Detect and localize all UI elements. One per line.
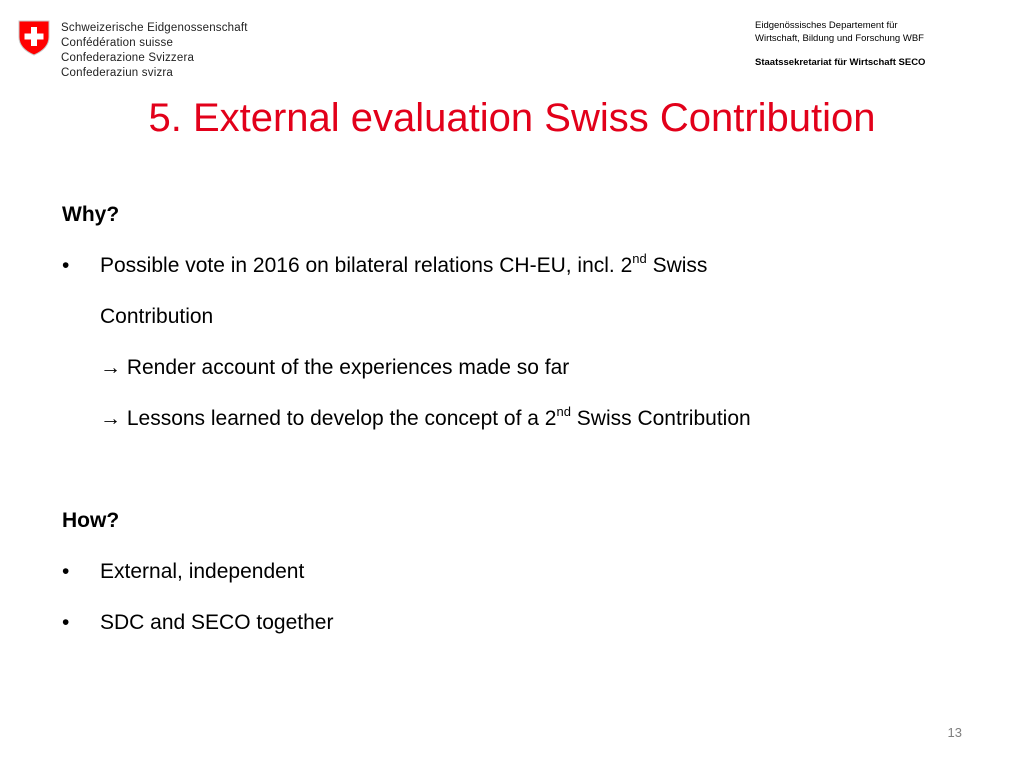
- why-arrow-2-text-b: Swiss Contribution: [570, 407, 751, 430]
- why-bullet-1-text-b: Swiss: [646, 254, 708, 277]
- why-bullet-1-continuation: [62, 300, 962, 351]
- right-arrow-icon: →: [100, 356, 121, 379]
- department-line-1: Eidgenössisches Departement für: [755, 20, 898, 31]
- why-bullet-1-sup: nd: [632, 251, 647, 266]
- how-bullet-2: [62, 606, 962, 657]
- bullet-icon: •: [62, 611, 70, 634]
- how-bullet-2-text: SDC and SECO together: [100, 611, 334, 634]
- why-arrow-1-text: Render account of the experiences made so far: [121, 356, 570, 379]
- how-bullet-1: [62, 555, 962, 606]
- why-bullet-1-text-a: Possible vote in 2016 on bilateral relations CH-EU, incl. 2: [100, 254, 633, 277]
- right-arrow-icon: →: [100, 407, 121, 430]
- federation-name-de: Schweizerische Eidgenossenschaft: [61, 22, 248, 34]
- why-arrow-2-text-a: Lessons learned to develop the concept of a 2: [121, 407, 557, 430]
- bullet-icon: •: [62, 254, 70, 277]
- bullet-icon: •: [62, 560, 70, 583]
- federation-name-fr: Confédération suisse: [61, 37, 174, 49]
- federation-name-rm: Confederaziun svizra: [61, 67, 174, 79]
- federation-name-it: Confederazione Svizzera: [61, 52, 195, 64]
- why-bullet-1: [62, 249, 962, 300]
- office-name: Staatssekretariat für Wirtschaft SECO: [755, 57, 926, 68]
- why-arrow-2-sup: nd: [556, 404, 571, 419]
- page-number: 13: [947, 725, 962, 740]
- how-heading: How?: [62, 509, 120, 532]
- slide-title: 5. External evaluation Swiss Contribution: [148, 96, 876, 140]
- slide-body: [62, 198, 962, 657]
- why-bullet-1-cont-text: Contribution: [100, 305, 214, 328]
- how-bullet-1-text: External, independent: [100, 560, 305, 583]
- why-arrow-1: [62, 351, 962, 402]
- federation-names: [61, 21, 248, 81]
- swiss-coat-of-arms-logo: [18, 20, 50, 56]
- department-line-2: Wirtschaft, Bildung und Forschung WBF: [755, 33, 924, 44]
- why-arrow-2: [62, 402, 962, 453]
- why-heading: Why?: [62, 203, 120, 226]
- department-block: [755, 19, 925, 69]
